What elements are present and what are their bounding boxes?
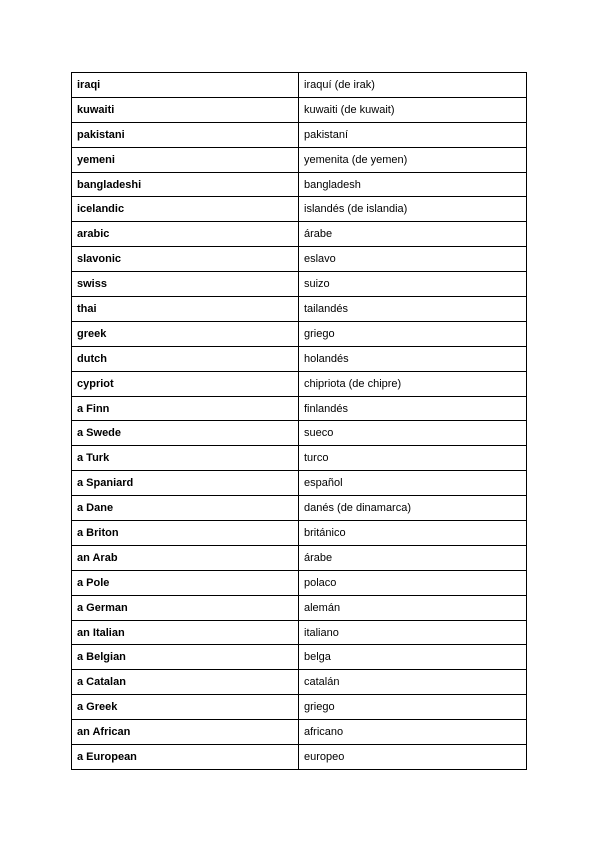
english-term-cell: a European xyxy=(72,745,299,770)
spanish-translation-cell: polaco xyxy=(299,570,527,595)
spanish-translation-cell: iraquí (de irak) xyxy=(299,73,527,98)
table-row xyxy=(72,297,527,322)
spanish-translation-cell: catalán xyxy=(299,670,527,695)
spanish-translation-cell: bangladesh xyxy=(299,172,527,197)
english-term-cell: a Finn xyxy=(72,396,299,421)
spanish-translation-cell: tailandés xyxy=(299,297,527,322)
english-term-cell: a Swede xyxy=(72,421,299,446)
english-term-cell: an Italian xyxy=(72,620,299,645)
english-term-cell: a Belgian xyxy=(72,645,299,670)
table-row xyxy=(72,545,527,570)
table-row xyxy=(72,147,527,172)
table-row xyxy=(72,695,527,720)
table-row xyxy=(72,247,527,272)
spanish-translation-cell: italiano xyxy=(299,620,527,645)
table-row xyxy=(72,97,527,122)
table-row xyxy=(72,521,527,546)
table-row xyxy=(72,172,527,197)
table-row xyxy=(72,645,527,670)
table-row xyxy=(72,346,527,371)
table-row xyxy=(72,371,527,396)
english-term-cell: a Greek xyxy=(72,695,299,720)
english-term-cell: thai xyxy=(72,297,299,322)
english-term-cell: a German xyxy=(72,595,299,620)
table-row xyxy=(72,222,527,247)
english-term-cell: greek xyxy=(72,321,299,346)
english-term-cell: icelandic xyxy=(72,197,299,222)
spanish-translation-cell: kuwaiti (de kuwait) xyxy=(299,97,527,122)
english-term-cell: a Spaniard xyxy=(72,471,299,496)
table-row xyxy=(72,620,527,645)
english-term-cell: arabic xyxy=(72,222,299,247)
english-term-cell: a Catalan xyxy=(72,670,299,695)
english-term-cell: kuwaiti xyxy=(72,97,299,122)
vocabulary-table xyxy=(71,72,527,770)
spanish-translation-cell: turco xyxy=(299,446,527,471)
spanish-translation-cell: griego xyxy=(299,695,527,720)
spanish-translation-cell: eslavo xyxy=(299,247,527,272)
table-row xyxy=(72,720,527,745)
english-term-cell: a Turk xyxy=(72,446,299,471)
spanish-translation-cell: griego xyxy=(299,321,527,346)
spanish-translation-cell: suizo xyxy=(299,272,527,297)
spanish-translation-cell: europeo xyxy=(299,745,527,770)
spanish-translation-cell: danés (de dinamarca) xyxy=(299,496,527,521)
table-row xyxy=(72,272,527,297)
table-row xyxy=(72,446,527,471)
english-term-cell: a Pole xyxy=(72,570,299,595)
spanish-translation-cell: alemán xyxy=(299,595,527,620)
english-term-cell: an Arab xyxy=(72,545,299,570)
spanish-translation-cell: británico xyxy=(299,521,527,546)
table-row xyxy=(72,321,527,346)
english-term-cell: cypriot xyxy=(72,371,299,396)
vocabulary-table-body xyxy=(72,73,527,770)
table-row xyxy=(72,73,527,98)
table-row xyxy=(72,595,527,620)
english-term-cell: an African xyxy=(72,720,299,745)
english-term-cell: a Dane xyxy=(72,496,299,521)
table-row xyxy=(72,197,527,222)
english-term-cell: pakistani xyxy=(72,122,299,147)
spanish-translation-cell: holandés xyxy=(299,346,527,371)
table-row xyxy=(72,396,527,421)
spanish-translation-cell: sueco xyxy=(299,421,527,446)
english-term-cell: dutch xyxy=(72,346,299,371)
table-row xyxy=(72,496,527,521)
english-term-cell: yemeni xyxy=(72,147,299,172)
spanish-translation-cell: finlandés xyxy=(299,396,527,421)
spanish-translation-cell: chipriota (de chipre) xyxy=(299,371,527,396)
english-term-cell: iraqi xyxy=(72,73,299,98)
table-row xyxy=(72,745,527,770)
english-term-cell: swiss xyxy=(72,272,299,297)
table-row xyxy=(72,421,527,446)
english-term-cell: bangladeshi xyxy=(72,172,299,197)
table-row xyxy=(72,670,527,695)
english-term-cell: slavonic xyxy=(72,247,299,272)
table-row xyxy=(72,122,527,147)
spanish-translation-cell: islandés (de islandia) xyxy=(299,197,527,222)
spanish-translation-cell: árabe xyxy=(299,545,527,570)
spanish-translation-cell: yemenita (de yemen) xyxy=(299,147,527,172)
spanish-translation-cell: africano xyxy=(299,720,527,745)
spanish-translation-cell: árabe xyxy=(299,222,527,247)
spanish-translation-cell: pakistaní xyxy=(299,122,527,147)
spanish-translation-cell: belga xyxy=(299,645,527,670)
table-row xyxy=(72,570,527,595)
table-row xyxy=(72,471,527,496)
spanish-translation-cell: español xyxy=(299,471,527,496)
english-term-cell: a Briton xyxy=(72,521,299,546)
